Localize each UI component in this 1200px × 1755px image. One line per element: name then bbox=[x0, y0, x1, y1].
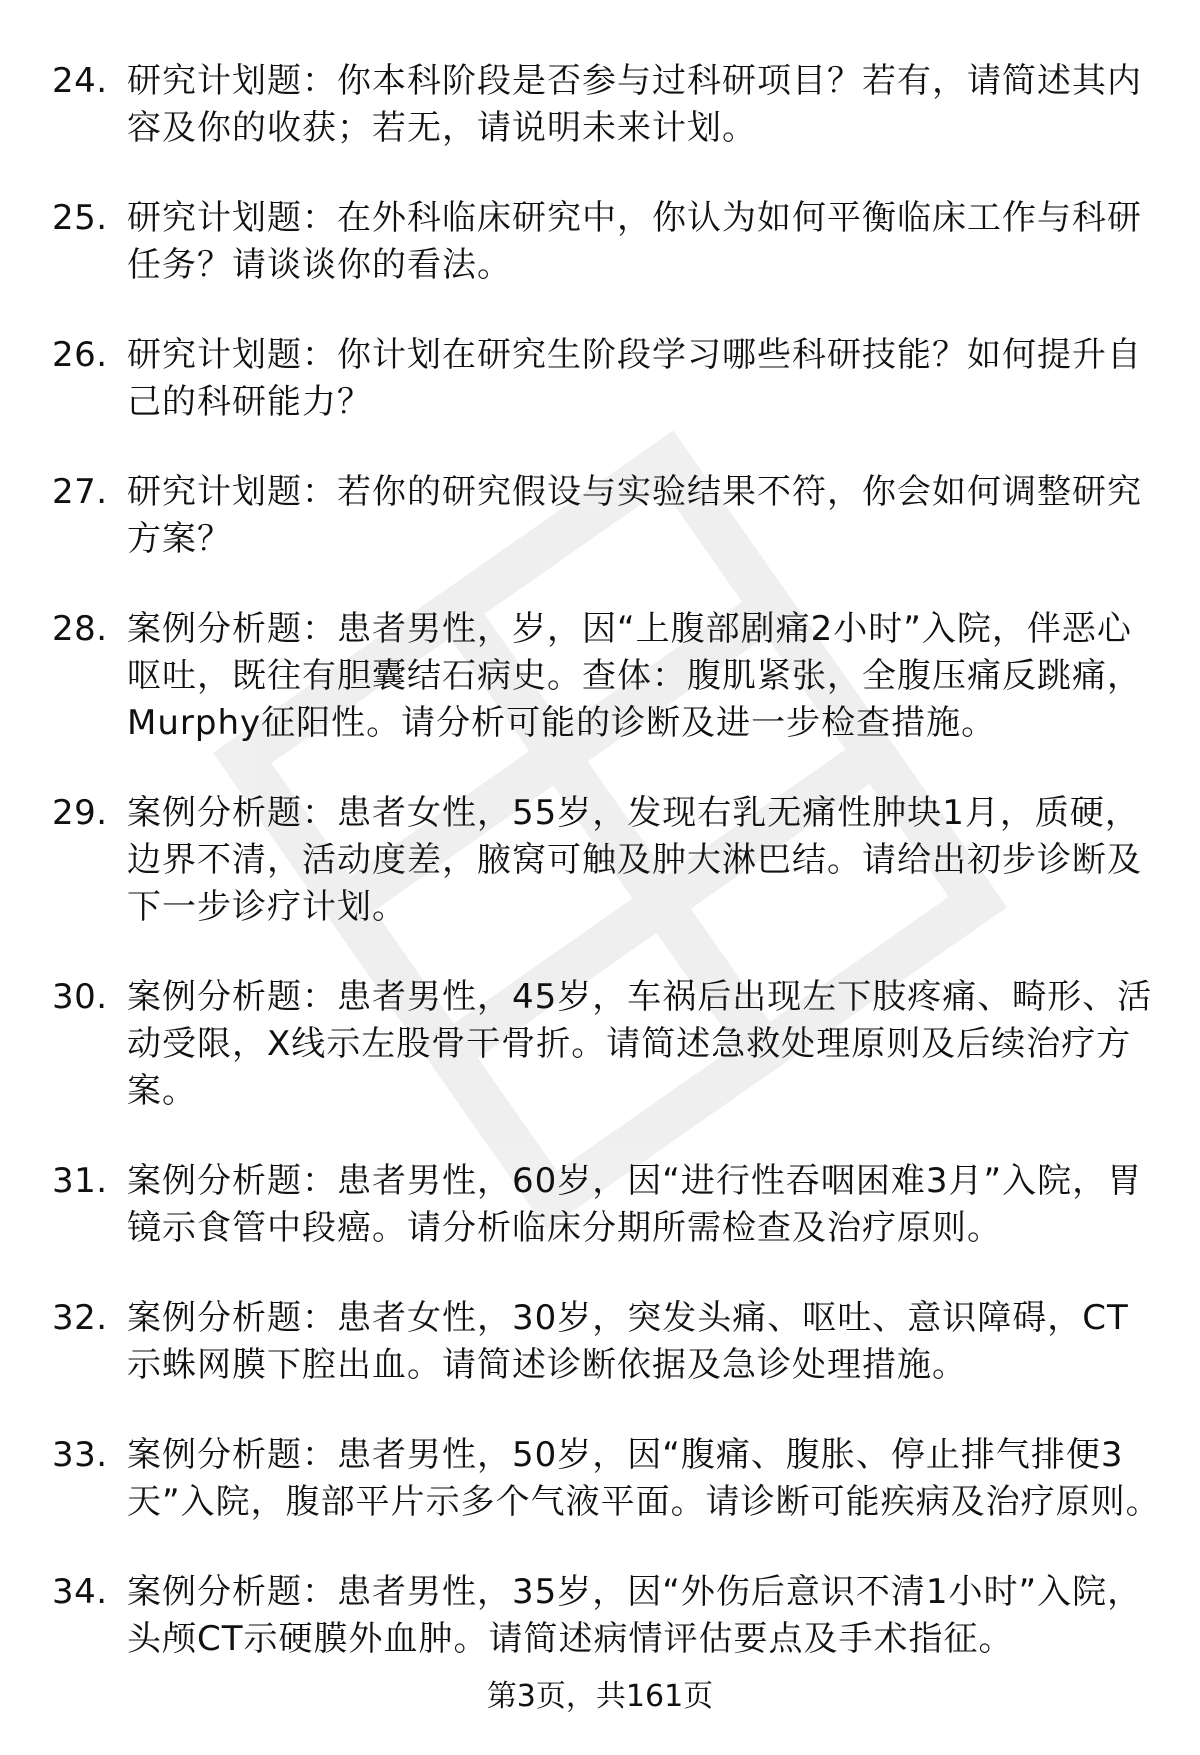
question-text: 研究计划题：你本科阶段是否参与过科研项目？若有，请简述其内容及你的收获；若无，请说明未来计划。 bbox=[127, 61, 1142, 148]
question-list bbox=[0, 58, 1200, 1663]
question-item bbox=[0, 1295, 1200, 1389]
question-text: 案例分析题：患者女性，55岁，发现右乳无痛性肿块1月，质硬，边界不清，活动度差，腋窝可触及肿大淋巴结。请给出初步诊断及下一步诊疗计划。 bbox=[127, 793, 1142, 927]
question-text: 案例分析题：患者男性，50岁，因“腹痛、腹胀、停止排气排便3天”入院，腹部平片示多个气液平面。请诊断可能疾病及治疗原则。 bbox=[127, 1435, 1161, 1522]
question-item bbox=[0, 1432, 1200, 1526]
question-text: 研究计划题：你计划在研究生阶段学习哪些科研技能？如何提升自己的科研能力？ bbox=[127, 335, 1142, 422]
question-number: 24. bbox=[52, 61, 108, 101]
question-item bbox=[0, 606, 1200, 747]
question-number: 34. bbox=[52, 1572, 108, 1612]
question-text: 案例分析题：患者男性，35岁，因“外伤后意识不清1小时”入院，头颅CT示硬膜外血肿。请简述病情评估要点及手术指征。 bbox=[127, 1572, 1143, 1659]
question-text: 研究计划题：在外科临床研究中，你认为如何平衡临床工作与科研任务？请谈谈你的看法。 bbox=[127, 198, 1142, 285]
question-text: 案例分析题：患者女性，30岁，突发头痛、呕吐、意识障碍，CT示蛛网膜下腔出血。请简述诊断依据及急诊处理措施。 bbox=[127, 1298, 1129, 1385]
question-item bbox=[0, 1569, 1200, 1663]
question-text: 研究计划题：若你的研究假设与实验结果不符，你会如何调整研究方案？ bbox=[127, 472, 1142, 559]
question-item bbox=[0, 195, 1200, 289]
question-number: 33. bbox=[52, 1435, 108, 1475]
page-footer: 第3页，共161页 bbox=[486, 1679, 714, 1714]
question-text: 案例分析题：患者男性，60岁，因“进行性吞咽困难3月”入院，胃镜示食管中段癌。请分析临床分期所需检查及治疗原则。 bbox=[127, 1161, 1143, 1248]
question-number: 32. bbox=[52, 1298, 108, 1338]
question-number: 27. bbox=[52, 472, 108, 512]
question-number: 31. bbox=[52, 1161, 108, 1201]
question-item bbox=[0, 469, 1200, 563]
question-item bbox=[0, 1158, 1200, 1252]
question-number: 29. bbox=[52, 793, 108, 833]
question-number: 26. bbox=[52, 335, 108, 375]
question-text: 案例分析题：患者男性，45岁，车祸后出现左下肢疼痛、畸形、活动受限，X线示左股骨干骨折。请简述急救处理原则及后续治疗方案。 bbox=[127, 977, 1153, 1111]
question-number: 30. bbox=[52, 977, 108, 1017]
question-item bbox=[0, 790, 1200, 931]
question-number: 28. bbox=[52, 609, 108, 649]
question-item bbox=[0, 58, 1200, 152]
question-text: 案例分析题：患者男性，岁，因“上腹部剧痛2小时”入院，伴恶心呕吐，既往有胆囊结石病史。查体：腹肌紧张，全腹压痛反跳痛，Murphy征阳性。请分析可能的诊断及进一步检查措施。 bbox=[127, 609, 1142, 743]
question-item bbox=[0, 332, 1200, 426]
question-item bbox=[0, 974, 1200, 1115]
question-number: 25. bbox=[52, 198, 108, 238]
